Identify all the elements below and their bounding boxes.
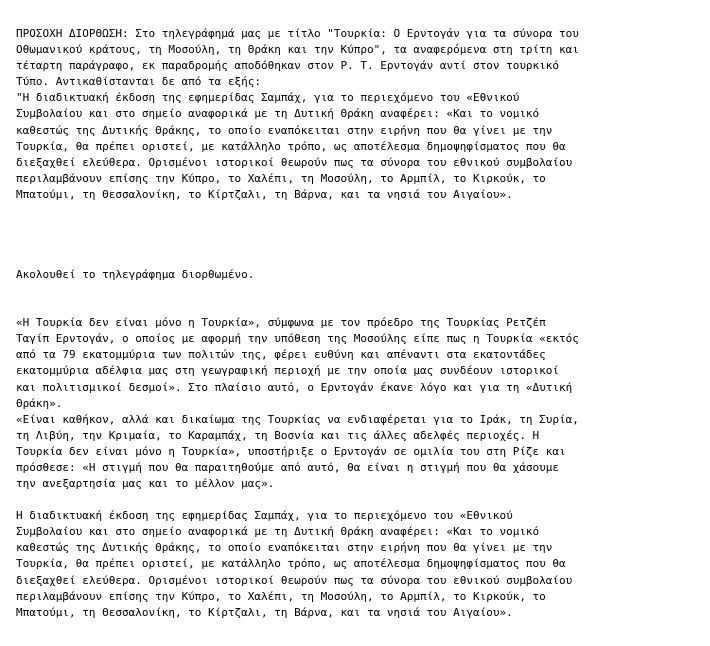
correction-notice [16,26,698,90]
article-line: «Είναι καθήκον, αλλά και δικαίωμα της Τουρκίας να ενδιαφέρεται για το Ιράκ, τη Συρία, [16,412,579,426]
article-line: «Η Τουρκία δεν είναι μόνο η Τουρκία», σύμφωνα με τον πρόεδρο της Τουρκίας Ρετζέπ [16,316,546,330]
correction-line: ΠΡΟΣΟΧΗ ΔΙΟΡΘΩΣΗ: Στο τηλεγράφημά μας με τίτλο "Τουρκία: Ο Ερντογάν για τα σύνορα του [16,27,579,40]
article-line: περιλαμβάνουν επίσης την Κύπρο, το Χαλέπι, τη Μοσούλη, το Αρμπίλ, το Κιρκούκ, το [16,589,546,603]
spacer [16,283,698,315]
article-line: διεξαχθεί ελεύθερα. Ορισμένοι ιστορικοί θεωρούν πως τα σύνορα του εθνικού συμβολαίου [16,573,573,587]
article-line: Θράκη». [16,396,63,410]
article-line: καθεστώς της Δυτικής Θράκης, το οποίο εναπόκειται στην ειρήνη που θα γίνει με την [16,541,553,555]
article-line: Τουρκία δεν είναι μόνο η Τουρκία», υποστήριξε ο Ερντογάν σε ομιλία του στη Ρίζε και [16,444,566,458]
article-line: από τα 79 εκατομμύρια των πολιτών της, φέρει ευθύνη και απέναντι στα εκατοντάδες [16,348,546,362]
replacement-line: διεξαχθεί ελεύθερα. Ορισμένοι ιστορικοί θεωρούν πως τα σύνορα του εθνικού συμβολαίου [16,155,573,169]
article-line: τη Λιβύη, την Κριμαία, το Καραμπάχ, τη Βοσνία και τις άλλες αδελφές περιοχές. Η [16,428,540,442]
replacement-line: καθεστώς της Δυτικής Θράκης, το οποίο εναπόκειται στην ειρήνη που θα γίνει με την [16,123,553,137]
article-paragraph-1 [16,315,698,412]
document-body [16,26,698,621]
replacement-text [16,90,698,203]
article-line: Μπατούμι, τη Θεσσαλονίκη, το Κίρτζαλι, τη Βάρνα, και τα νησιά του Αιγαίου». [16,605,513,619]
article-line: και πολιτισμικοί δεσμοί». Στο πλαίσιο αυτό, ο Ερντογάν έκανε λόγο και για τη «Δυτική [16,380,573,394]
article-line: πρόσθεσε: «Η στιγμή που θα παραιτηθούμε από αυτό, θα είναι η στιγμή που θα χάσουμε [16,460,560,474]
replacement-line: Τουρκία, θα πρέπει οριστεί, με κατάλληλο τρόπο, ως αποτέλεσμα δημοψηφίσματος που θα [16,139,566,153]
article-paragraph-2 [16,412,698,492]
article-paragraph-3 [16,508,698,621]
correction-line: Οθωμανικού κράτους, τη Μοσούλη, τη Θράκη και την Κύπρο", τα αναφερόμενα στη τρίτη και [16,43,579,57]
article-line: Συμβολαίου και στο σημείο αναφορικά με τη Δυτική Θράκη αναφέρει: «Και το νομικό [16,525,540,539]
replacement-line: "Η διαδικτυακή έκδοση της εφημερίδας Σαμπάχ, για το περιεχόμενο του «Εθνικού [16,91,520,105]
replacement-line: Μπατούμι, τη Θεσσαλονίκη, το Κίρτζαλι, τη Βάρνα, και τα νησιά του Αιγαίου». [16,187,513,201]
article-line: την ανεξαρτησία μας και το μέλλον μας». [16,477,275,491]
article-line: Η διαδικτυακή έκδοση της εφημερίδας Σαμπάχ, για το περιεχόμενο του «Εθνικού [16,509,513,523]
article-line: εκατομμύρια αδέλφια μας στη γεωγραφική περιοχή με την οποία μας συνδέουν ιστορικοί [16,364,560,378]
article-line: Ταγίπ Ερντογάν, ο οποίος με αφορμή την υπόθεση της Μοσούλης είπε πως η Τουρκία «εκτός [16,332,579,346]
article-line: Τουρκία, θα πρέπει οριστεί, με κατάλληλο τρόπο, ως αποτέλεσμα δημοψηφίσματος που θα [16,557,566,571]
spacer [16,492,698,508]
replacement-line: Συμβολαίου και στο σημείο αναφορικά με τη Δυτική Θράκη αναφέρει: «Και το νομικό [16,107,540,121]
replacement-line: περιλαμβάνουν επίσης την Κύπρο, το Χαλέπι, τη Μοσούλη, το Αρμπίλ, το Κιρκούκ, το [16,171,546,185]
follows-notice [16,267,698,283]
correction-line: τέταρτη παράγραφο, εκ παραδρομής αποδόθηκαν στον Ρ. Τ. Ερντογάν αντί στον τουρκικό [16,59,560,73]
correction-line: Τύπο. Αντικαθίστανται δε από τα εξής: [16,75,262,89]
spacer [16,203,698,267]
follows-notice-line: Ακολουθεί το τηλεγράφημα διορθωμένο. [16,268,255,282]
